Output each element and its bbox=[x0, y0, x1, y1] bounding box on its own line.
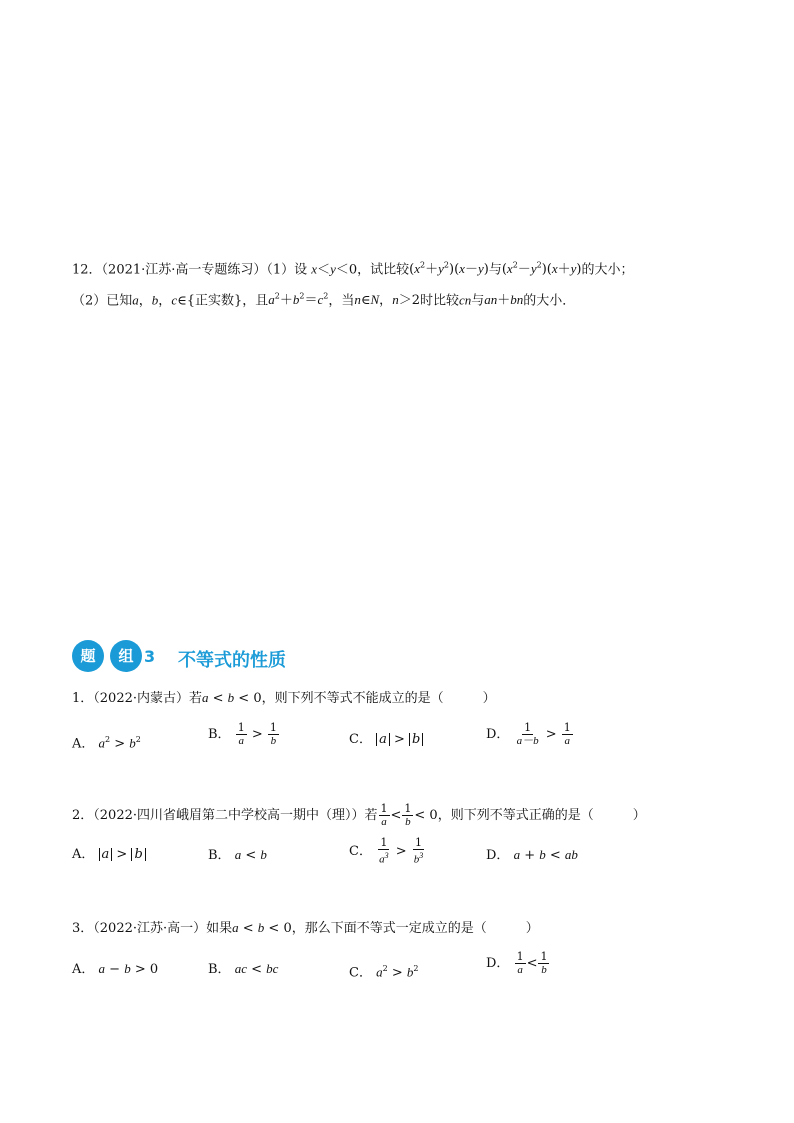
text: （2）已知 bbox=[72, 293, 133, 309]
question-2-option-b[interactable]: B． a < b bbox=[208, 847, 267, 863]
question-1-option-c[interactable]: C． a > b bbox=[349, 731, 423, 749]
question-1-option-a[interactable]: A． $a^2 > b^2$ bbox=[72, 735, 141, 752]
question-2-option-a[interactable]: A． a > b bbox=[72, 846, 146, 864]
text: 2．（2022·四川省峨眉第二中学校高一期中（理））若 bbox=[72, 808, 378, 823]
text: 1．（2022·内蒙古）若 bbox=[72, 691, 202, 706]
option-label: D． bbox=[486, 848, 510, 863]
text: ，那么下面不等式一定成立的是（ ） bbox=[291, 921, 539, 936]
text: 与 bbox=[488, 262, 502, 278]
question-2-option-d[interactable]: D． a + b < ab bbox=[486, 847, 578, 863]
section-heading bbox=[72, 640, 332, 674]
option-label: A． bbox=[72, 736, 95, 752]
text: ，试比较 bbox=[357, 262, 410, 278]
section-number: 3 bbox=[144, 647, 156, 666]
text: 与 bbox=[471, 293, 485, 309]
math-expr: cn bbox=[458, 292, 472, 308]
text: 的大小； bbox=[581, 262, 634, 278]
math-expr: a < b < 0 bbox=[232, 920, 292, 936]
question-1-option-d[interactable]: D． $\frac{1}{a-b}$ > $\frac{1}{a}$ bbox=[486, 721, 571, 747]
option-label: D． bbox=[486, 956, 510, 971]
option-label: A． bbox=[72, 847, 95, 862]
math-expr: y bbox=[330, 261, 336, 277]
question-2-stem: 2．（2022·四川省峨眉第二中学校高一期中（理））若 $\frac{1}{a}$ < $\frac{1}{b}$ < 0，则下列不等式正确的是（ ） bbox=[72, 802, 646, 828]
math-expr: $(x^2+y^2)(x-y)$ bbox=[409, 261, 489, 278]
section-badge-1: 题 bbox=[72, 640, 104, 672]
text: 的大小． bbox=[523, 293, 576, 309]
option-label: B． bbox=[208, 727, 231, 742]
question-3-stem bbox=[72, 919, 539, 938]
option-label: C． bbox=[349, 843, 372, 859]
math-expr: n∈N，n＞2 bbox=[354, 292, 420, 309]
question-1-option-b[interactable]: B． $\frac{1}{a}$ > $\frac{1}{b}$ bbox=[208, 721, 277, 747]
math-expr: an＋bn bbox=[484, 292, 524, 309]
math-expr: a < b < 0 bbox=[202, 690, 262, 706]
section-badge-2: 组 bbox=[110, 640, 142, 672]
text: 时比较 bbox=[419, 293, 459, 309]
text: ∈{正实数}，且 bbox=[177, 293, 269, 309]
text: ，当 bbox=[328, 293, 355, 309]
question-3-option-a[interactable]: A． a − b > 0 bbox=[72, 961, 159, 977]
text: 3．（2022·江苏·高一）如果 bbox=[72, 921, 233, 936]
option-label: D． bbox=[486, 727, 510, 742]
math-expr: a bbox=[132, 292, 139, 308]
text: ，则下列不等式正确的是（ ） bbox=[437, 808, 646, 823]
math-expr: $a^2+b^2=c^2$ bbox=[268, 292, 329, 309]
option-label: C． bbox=[349, 732, 372, 747]
section-title: 不等式的性质 bbox=[178, 650, 286, 671]
question-1-stem bbox=[72, 689, 496, 708]
question-2-option-c[interactable]: C． $\frac{1}{a^3}$ > $\frac{1}{b^3}$ bbox=[349, 836, 424, 866]
question-3-option-c[interactable]: C． $a^2 > b^2$ bbox=[349, 964, 419, 981]
option-label: B． bbox=[208, 848, 231, 863]
text: ，则下列不等式不能成立的是（ ） bbox=[261, 691, 496, 706]
math-expr: $(x^2-y^2)(x+y)$ bbox=[501, 261, 582, 278]
option-label: A． bbox=[72, 962, 95, 977]
question-3-option-b[interactable]: B． ac < bc bbox=[208, 961, 279, 977]
problem-12-prefix: 12．（2021·江苏·高一专题练习）（1）设 bbox=[72, 262, 312, 278]
option-label: C． bbox=[349, 965, 372, 981]
problem-12-line-2: （2）已知a，b，c∈{正实数}，且$a^2+b^2=c^2$，当n∈N，n＞2时比较cn与an＋bn的大小． bbox=[72, 292, 576, 309]
question-3-option-d[interactable]: D． $\frac{1}{a}$ < $\frac{1}{b}$ bbox=[486, 950, 548, 976]
math-expr: x bbox=[311, 261, 318, 277]
problem-12-line-1: 12．（2021·江苏·高一专题练习）（1）设 x＜y＜0，试比较$(x^2+y^2)(x-y)$与$(x^2-y^2)(x+y)$的大小； bbox=[72, 261, 634, 278]
option-label: B． bbox=[208, 962, 231, 977]
